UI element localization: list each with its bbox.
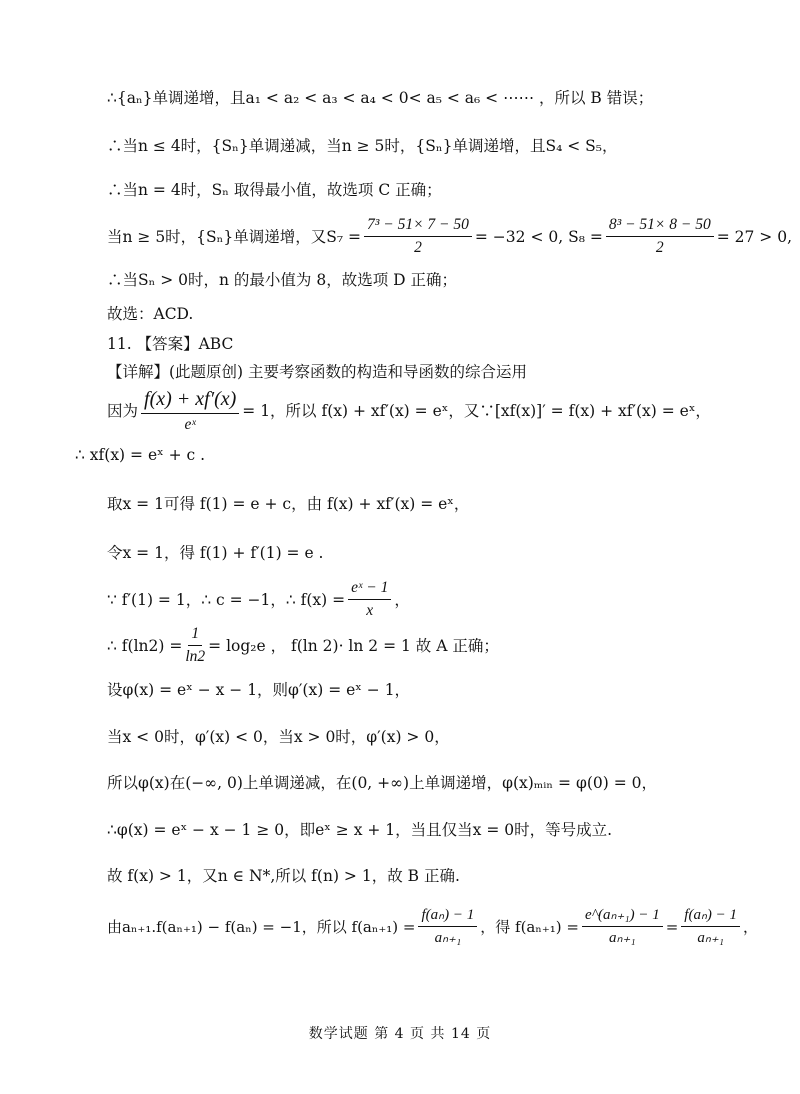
solution-line-17: 所以φ(x)在(−∞, 0)上单调递减，在(0, +∞)上单调递增，φ(x)ₘᵢₙ = φ(0) = 0，	[107, 774, 657, 792]
explanation-heading: 【详解】(此题原创) 主要考察函数的构造和导函数的综合运用	[107, 363, 528, 381]
recurrence-denominator-2: aₙ₊₁	[609, 930, 636, 946]
solution-line-12: 令x = 1，得 f(1) + f′(1) = e .	[107, 544, 324, 562]
given-denominator: eˣ	[184, 416, 196, 433]
solution-line-3: ∴当n = 4时，Sₙ 取得最小值，故选项 C 正确；	[107, 181, 442, 199]
recurrence-fraction-1	[418, 905, 477, 948]
line20-mid: ，得 f(aₙ₊₁) =	[480, 917, 579, 936]
line13-prefix: ∵ f′(1) = 1，∴ c = −1，∴ f(x) =	[107, 590, 346, 609]
line20-prefix: 由aₙ₊₁.f(aₙ₊₁) − f(aₙ) = −1，所以 f(aₙ₊₁) =	[107, 917, 416, 936]
solution-line-6: 故选：ACD.	[107, 305, 194, 323]
s7-numerator: 7³ − 51× 7 − 50	[364, 215, 472, 237]
line9-prefix: 因为	[107, 401, 139, 420]
s8-denominator: 2	[655, 239, 664, 256]
recurrence-denominator-3: aₙ₊₁	[697, 930, 724, 946]
ln2-numerator: 1	[188, 624, 202, 646]
s7-fraction	[364, 215, 472, 258]
solution-line-9	[107, 386, 760, 435]
recurrence-numerator-1: f(aₙ) − 1	[418, 905, 477, 927]
solution-line-4	[107, 215, 793, 258]
line20-suffix: ，	[743, 917, 759, 936]
solution-line-15: 设φ(x) = eˣ − x − 1，则φ′(x) = eˣ − 1，	[107, 681, 411, 699]
s7-denominator: 2	[414, 239, 422, 256]
line4-suffix: = 27 > 0,	[716, 227, 793, 246]
solution-line-14	[107, 624, 760, 667]
solution-line-13	[107, 578, 760, 621]
s8-numerator: 8³ − 51× 8 − 50	[606, 215, 714, 237]
solution-line-20	[107, 905, 760, 948]
s8-fraction	[606, 215, 714, 258]
line14-suffix: = log₂e ， f(ln 2)· ln 2 = 1 故 A 正确；	[208, 636, 499, 655]
given-fraction	[141, 386, 239, 435]
line20-eq: =	[665, 917, 679, 936]
solution-line-1: ∴{aₙ}单调递增，且a₁ < a₂ < a₃ < a₄ < 0< a₅ < a₆ < ⋯⋯ ，所以 B 错误；	[107, 89, 654, 107]
ln2-denominator: ln2	[185, 648, 206, 665]
line4-mid: = −32 < 0, S₈ =	[474, 227, 603, 246]
solution-line-10: ∴ xf(x) = eˣ + c .	[75, 446, 206, 464]
given-numerator: f(x) + xf′(x)	[141, 386, 239, 414]
fx-denominator: x	[366, 602, 374, 619]
answer-heading: 11. 【答案】ABC	[107, 335, 234, 353]
ln2-fraction	[185, 624, 205, 667]
line14-prefix: ∴ f(ln2) =	[107, 636, 183, 655]
fx-numerator: eˣ − 1	[348, 578, 391, 600]
recurrence-numerator-2: e^(aₙ₊₁) − 1	[582, 905, 663, 927]
solution-line-19: 故 f(x) > 1，又n ∈ N*,所以 f(n) > 1，故 B 正确.	[107, 867, 460, 885]
fx-fraction	[348, 578, 391, 621]
solution-line-11: 取x = 1可得 f(1) = e + c，由 f(x) + xf′(x) = eˣ，	[107, 495, 470, 513]
recurrence-numerator-3: f(aₙ) − 1	[681, 905, 740, 927]
line9-suffix: = 1，所以 f(x) + xf′(x) = eˣ，又∵[xf(x)]′ = f(x) + xf′(x) = eˣ，	[242, 401, 711, 420]
recurrence-denominator-1: aₙ₊₁	[434, 930, 462, 946]
recurrence-fraction-2	[582, 905, 663, 948]
solution-line-16: 当x < 0时，φ′(x) < 0，当x > 0时，φ′(x) > 0，	[107, 728, 450, 746]
recurrence-fraction-3	[681, 905, 740, 948]
solution-line-18: ∴φ(x) = eˣ − x − 1 ≥ 0，即eˣ ≥ x + 1，当且仅当x = 0时，等号成立.	[107, 821, 613, 839]
line13-suffix: ，	[394, 590, 410, 609]
page-footer: 数学试题 第 4 页 共 14 页	[308, 1026, 492, 1042]
line4-prefix: 当n ≥ 5时，{Sₙ}单调递增，又S₇ =	[107, 227, 361, 246]
solution-line-5: ∴当Sₙ > 0时，n 的最小值为 8，故选项 D 正确；	[107, 271, 458, 289]
solution-line-2: ∴当n ≤ 4时，{Sₙ}单调递减，当n ≥ 5时，{Sₙ}单调递增，且S₄ < S₅，	[107, 137, 618, 155]
